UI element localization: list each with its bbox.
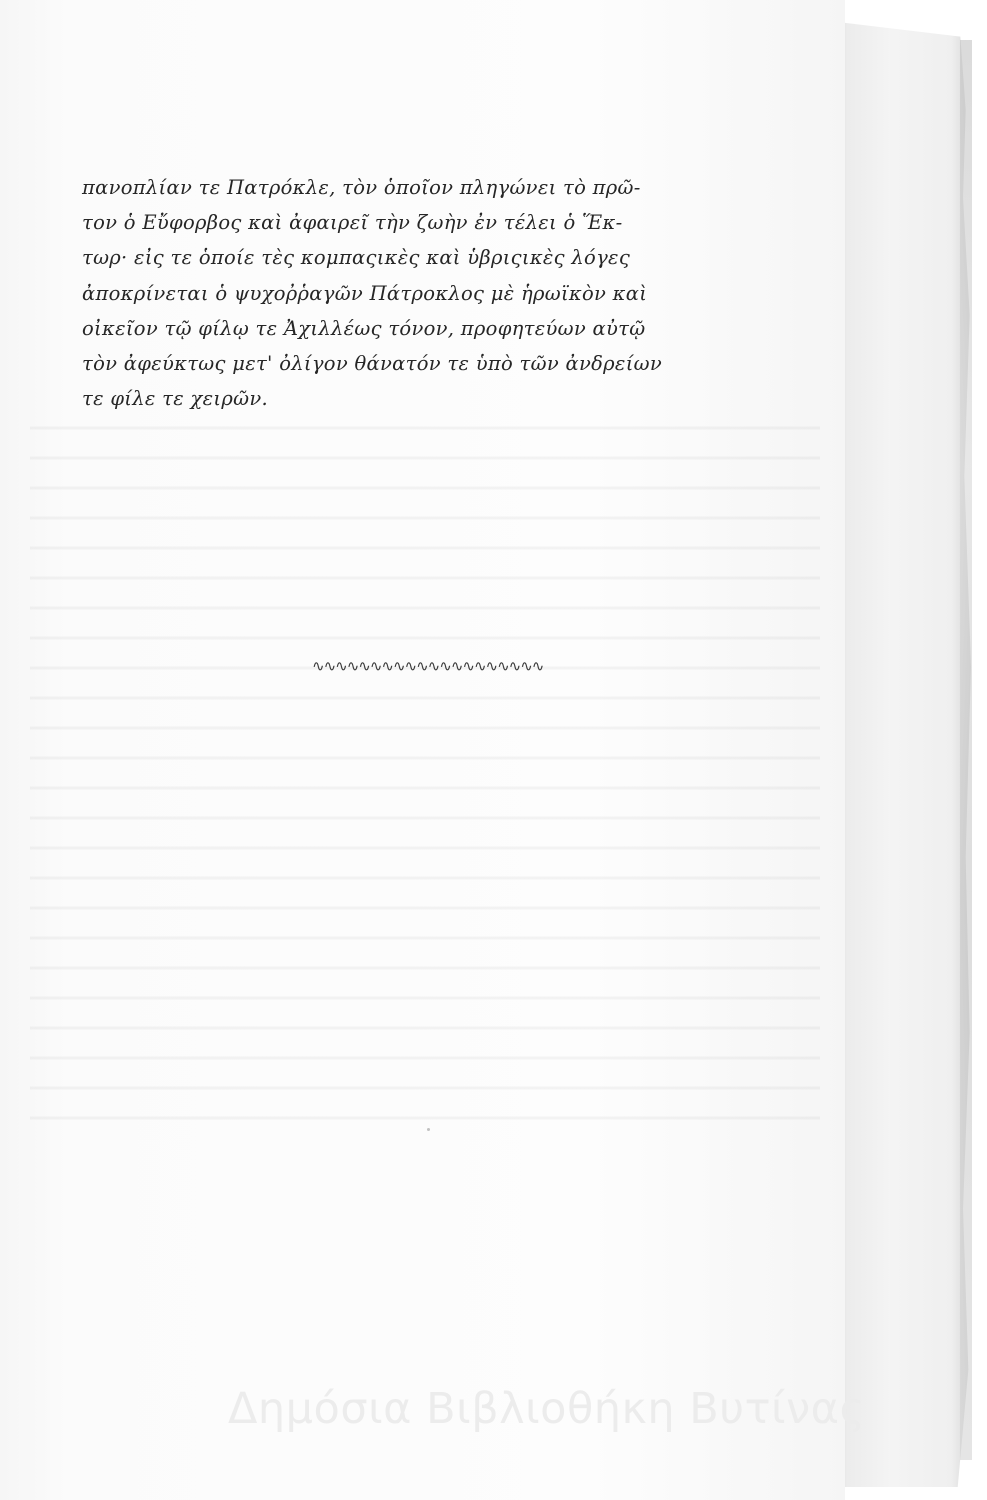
overhanging-page-leaf [838,22,971,1487]
text-line-5: οἰκεῖον τῷ φίλῳ τε Ἀχιλλέως τόνον, προφητεύων αὐτῷ [82,316,646,340]
page-leaf-edge [960,40,972,1460]
body-text [82,170,682,416]
text-line-2: τον ὁ Εὔφορβος καὶ ἀφαιρεῖ τὴν ζωὴν ἐν τέλει ὁ Ἕκ- [82,211,623,235]
show-through-text [30,400,820,1120]
text-line-7: τε φίλε τε χειρῶν. [82,387,268,411]
library-watermark: Δημόσια Βιβλιοθήκη Βυτίνας [228,1384,866,1434]
text-line-1: πανοπλίαν τε Πατρόκλε, τὸν ὁποῖον πληγώνει τὸ πρῶ- [82,176,641,199]
text-line-6: τὸν ἀφεύκτως μετ' ὀλίγον θάνατόν τε ὑπὸ τῶν ἀνδρείων [82,352,662,376]
text-line-3: τωρ· εἰς τε ὁποίε τὲς κομπαςικὲς καὶ ὑβριςικὲς λόγες [82,246,631,270]
ink-speck [427,1128,430,1131]
ornament-divider: ∿∿∿∿∿∿∿∿∿∿∿∿∿∿∿∿∿∿∿∿ [312,657,544,675]
text-line-4: ἀποκρίνεται ὁ ψυχοῤῥαγῶν Πάτροκλος μὲ ἡρωϊκὸν καὶ [82,281,648,305]
